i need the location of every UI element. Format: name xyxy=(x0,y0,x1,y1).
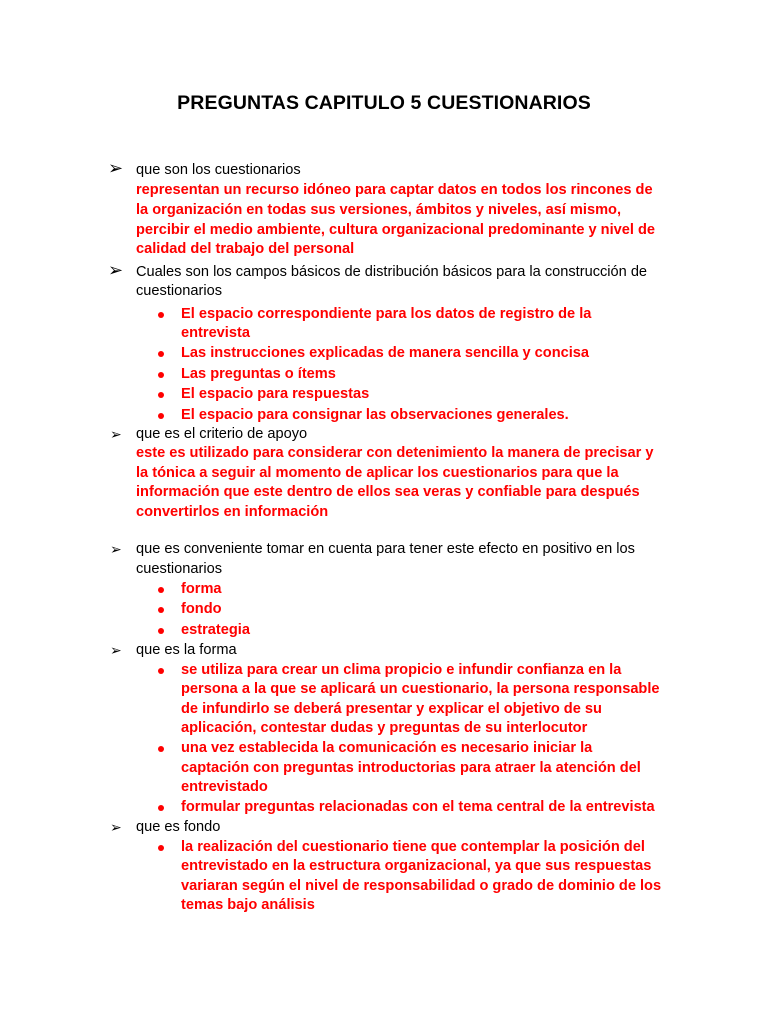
answer-line: una vez establecida la comunicación es necesario iniciar la xyxy=(181,740,593,756)
question-line: Cuales son los campos básicos de distribución básicos para la construcción de xyxy=(136,264,648,280)
answer-line: información que este dentro de ellos sea veras y confiable para después xyxy=(136,484,640,500)
answer-line: aplicación, contestar dudas y preguntas de su interlocutor xyxy=(181,720,588,736)
answer-line: El espacio para consignar las observaciones generales. xyxy=(181,407,569,423)
answer-line: la tónica a seguir al momento de aplicar los cuestionarios para que la xyxy=(136,465,619,481)
arrow-bullet-icon: ➢ xyxy=(110,642,122,658)
bullet-dot-icon xyxy=(158,845,164,851)
bullet-dot-icon xyxy=(158,351,164,357)
answer-line: forma xyxy=(181,581,222,597)
bullet-dot-icon xyxy=(158,668,164,674)
answer-line: la realización del cuestionario tiene que contemplar la posición del xyxy=(181,839,645,855)
answer-line: la organización en todas sus versiones, ámbitos y niveles, así mismo, xyxy=(136,202,622,218)
answer-line: El espacio correspondiente para los datos de registro de la xyxy=(181,306,592,322)
answer-line: entrevistado en la estructura organizacional, ya que sus respuestas xyxy=(181,858,652,874)
question-line: que es la forma xyxy=(136,642,237,658)
arrow-bullet-icon: ➢ xyxy=(110,541,122,557)
arrow-bullet-icon: ➢ xyxy=(108,260,124,280)
answer-line: Las preguntas o ítems xyxy=(181,366,336,382)
bullet-dot-icon xyxy=(158,746,164,752)
page-title: PREGUNTAS CAPITULO 5 CUESTIONARIOS xyxy=(177,92,591,114)
answer-line: estrategia xyxy=(181,622,250,638)
answer-line: representan un recurso idóneo para captar datos en todos los rincones de xyxy=(136,182,653,198)
question-line: cuestionarios xyxy=(136,283,222,299)
question-line: que es conveniente tomar en cuenta para tener este efecto en positivo en los xyxy=(136,541,635,557)
answer-line: entrevistado xyxy=(181,779,268,795)
answer-line: de infundirlo se deberá presentar y explicar el objetivo de su xyxy=(181,701,602,717)
answer-line: calidad del trabajo del personal xyxy=(136,241,355,257)
answer-line: persona a la que se aplicará un cuestionario, la persona responsable xyxy=(181,681,660,697)
question-line: que es el criterio de apoyo xyxy=(136,426,308,442)
bullet-dot-icon xyxy=(158,413,164,419)
bullet-dot-icon xyxy=(158,372,164,378)
answer-line: El espacio para respuestas xyxy=(181,386,370,402)
answer-line: formular preguntas relacionadas con el tema central de la entrevista xyxy=(181,799,655,815)
answer-line: variaran según el nivel de responsabilidad o grado de dominio de los xyxy=(181,878,662,894)
arrow-bullet-icon: ➢ xyxy=(110,819,122,835)
bullet-dot-icon xyxy=(158,312,164,318)
answer-line: Las instrucciones explicadas de manera sencilla y concisa xyxy=(181,345,590,361)
answer-line: temas bajo análisis xyxy=(181,897,315,913)
bullet-dot-icon xyxy=(158,628,164,634)
answer-line: captación con preguntas introductorias para atraer la atención del xyxy=(181,760,641,776)
bullet-dot-icon xyxy=(158,805,164,811)
question-line: cuestionarios xyxy=(136,561,222,577)
answer-line: se utiliza para crear un clima propicio e infundir confianza en la xyxy=(181,662,622,678)
arrow-bullet-icon: ➢ xyxy=(110,426,122,442)
answer-line: este es utilizado para considerar con detenimiento la manera de precisar y xyxy=(136,445,654,461)
answer-line: entrevista xyxy=(181,325,250,341)
question-line: que son los cuestionarios xyxy=(136,162,301,178)
arrow-bullet-icon: ➢ xyxy=(108,158,124,178)
bullet-dot-icon xyxy=(158,587,164,593)
answer-line: fondo xyxy=(181,601,222,617)
bullet-dot-icon xyxy=(158,392,164,398)
question-line: que es fondo xyxy=(136,819,221,835)
bullet-dot-icon xyxy=(158,607,164,613)
answer-line: percibir el medio ambiente, cultura organizacional predominante y nivel de xyxy=(136,222,656,238)
answer-line: convertirlos en información xyxy=(136,504,329,520)
